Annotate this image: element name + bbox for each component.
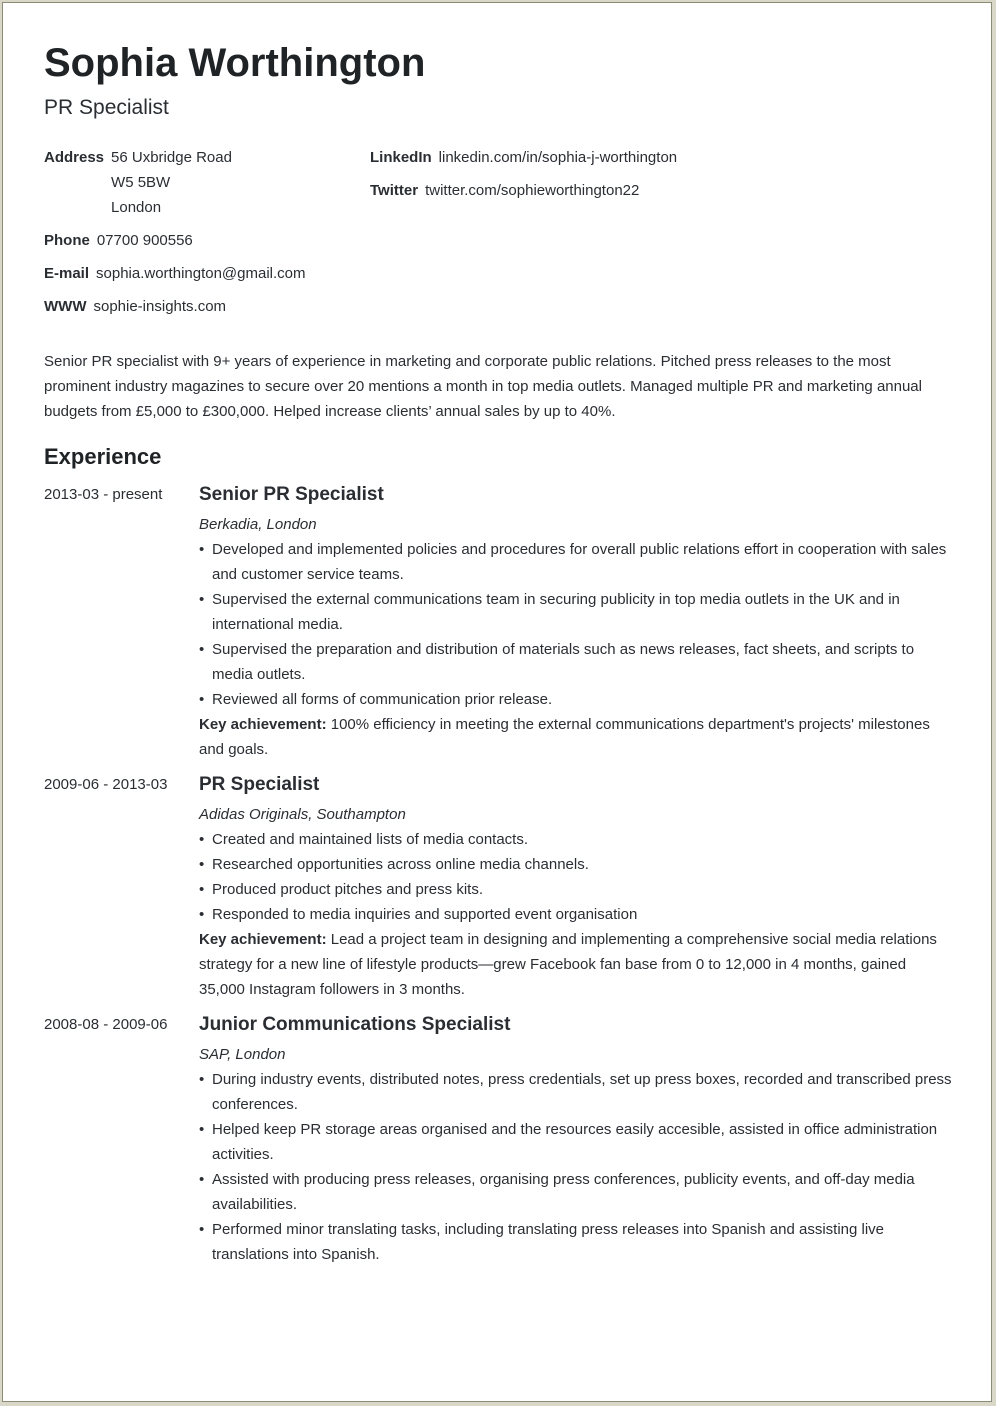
job-dates: 2008-08 - 2009-06	[44, 1016, 168, 1033]
job-title: PR Specialist	[199, 774, 320, 795]
address-line: London	[111, 199, 162, 216]
job-company: SAP, London	[199, 1046, 286, 1063]
profile-summary: Senior PR specialist with 9+ years of experience in marketing and corporate public relations. Pitched press releases to the most prominent industry magazines to secure over 20 mentions a month in top media outlets. Managed multiple PR and marketing annual budgets from £5,000 to £300,000. Helped increase clients’ annual sales by up to 40%.	[44, 353, 922, 420]
key-achievement-text: Lead a project team in designing and implementing a comprehensive social media relations strategy for a new line of lifestyle products—grew Facebook fan base from 0 to 12,000 in 4 months, gained 35,000 Instagram followers in 3 months.	[199, 931, 937, 998]
candidate-role: PR Specialist	[44, 96, 169, 119]
job-bullet: • Performed minor translating tasks, including translating press releases into Spanish and assisting live translations into Spanish.	[199, 1217, 954, 1267]
address-label: Address	[44, 149, 105, 166]
job-company: Berkadia, London	[199, 516, 317, 533]
job-bullet: • Produced product pitches and press kits.	[199, 877, 954, 902]
address-line: 56 Uxbridge Road	[111, 149, 232, 166]
key-achievement	[199, 712, 954, 762]
job-bullet: • Researched opportunities across online media channels.	[199, 852, 954, 877]
job-title: Senior PR Specialist	[199, 484, 384, 505]
www-block	[44, 294, 226, 319]
email-label: E-mail	[44, 265, 90, 282]
phone-value: 07700 900556	[96, 232, 193, 249]
job-bullets	[199, 537, 954, 712]
www-label: WWW	[44, 298, 87, 315]
key-achievement	[199, 927, 954, 1002]
job-bullets	[199, 1067, 954, 1267]
resume-page	[2, 2, 992, 1402]
job-company: Adidas Originals, Southampton	[199, 806, 406, 823]
twitter-block	[370, 178, 639, 203]
experience-heading: Experience	[44, 444, 162, 469]
job-bullet: • Supervised the external communications team in securing publicity in top media outlets in the UK and in international media.	[199, 587, 954, 637]
job-bullet: • Developed and implemented policies and procedures for overall public relations effort in cooperation with sales and customer service teams.	[199, 537, 954, 587]
linkedin-label: LinkedIn	[370, 149, 432, 166]
key-achievement-label: Key achievement:	[199, 716, 327, 733]
linkedin-block	[370, 145, 677, 170]
job-details	[199, 1014, 954, 1267]
job-bullet: • Supervised the preparation and distribution of materials such as news releases, fact sheets, and scripts to media outlets.	[199, 637, 954, 687]
website-link[interactable]: sophie-insights.com	[93, 298, 227, 315]
job-details	[199, 484, 954, 762]
job-title: Junior Communications Specialist	[199, 1014, 511, 1035]
address-value	[111, 145, 232, 220]
address-block	[44, 145, 232, 220]
email-link[interactable]: sophia.worthington@gmail.com	[96, 265, 306, 282]
job-bullet: • Created and maintained lists of media contacts.	[199, 827, 954, 852]
job-bullet: • Helped keep PR storage areas organised and the resources easily accesible, assisted in office administration activities.	[199, 1117, 954, 1167]
key-achievement-text: 100% efficiency in meeting the external communications department's projects' milestones and goals.	[199, 716, 930, 758]
twitter-label: Twitter	[370, 182, 419, 199]
address-line: W5 5BW	[111, 174, 171, 191]
job-dates: 2013-03 - present	[44, 486, 163, 503]
twitter-link[interactable]: twitter.com/sophieworthington22	[425, 182, 640, 199]
phone-block	[44, 228, 193, 253]
email-block	[44, 261, 306, 286]
job-bullet: • Assisted with producing press releases, organising press conferences, publicity events, and off-day media availabilities.	[199, 1167, 954, 1217]
job-dates: 2009-06 - 2013-03	[44, 776, 168, 793]
candidate-name: Sophia Worthington	[44, 41, 426, 85]
key-achievement-label: Key achievement:	[199, 931, 327, 948]
job-bullet: • During industry events, distributed notes, press credentials, set up press boxes, recorded and transcribed press conferences.	[199, 1067, 954, 1117]
phone-label: Phone	[44, 232, 90, 249]
job-details	[199, 774, 954, 1002]
job-bullet: • Responded to media inquiries and supported event organisation	[199, 902, 954, 927]
linkedin-link[interactable]: linkedin.com/in/sophia-j-worthington	[438, 149, 678, 166]
job-bullets	[199, 827, 954, 927]
job-bullet: • Reviewed all forms of communication prior release.	[199, 687, 954, 712]
